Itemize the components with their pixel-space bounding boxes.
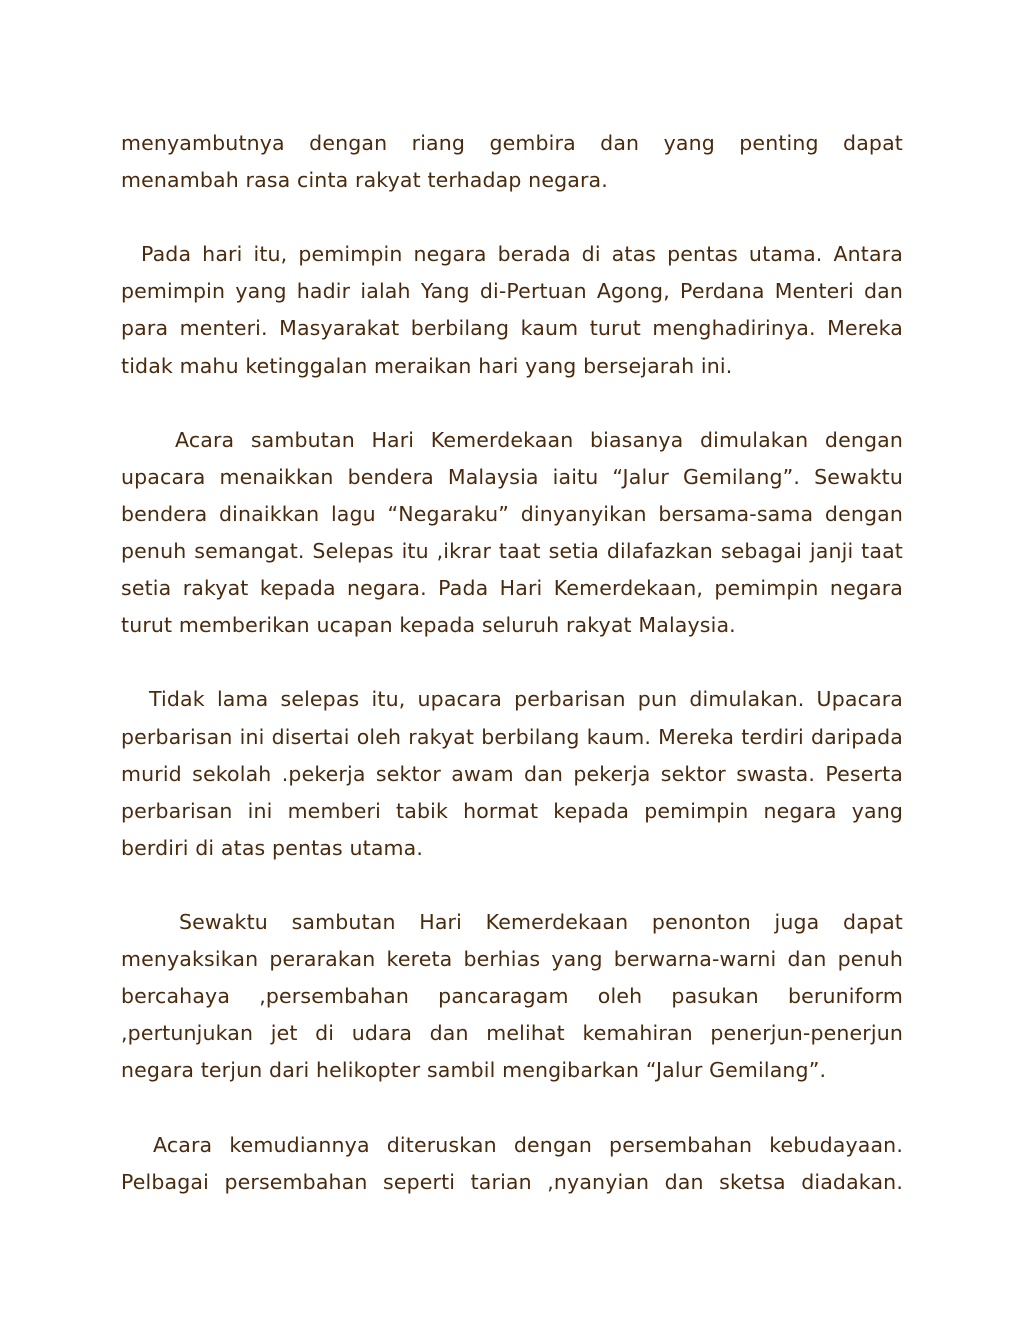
paragraph-1: menyambutnya dengan riang gembira dan yang penting dapat menambah rasa cinta rakyat terhadap negara. — [121, 131, 903, 193]
paragraph-6: Acara kemudiannya diteruskan dengan persembahan kebudayaan. Pelbagai persembahan seperti tarian ,nyanyian dan sketsa diadakan. — [121, 1132, 903, 1194]
paragraph-5: Sewaktu sambutan Hari Kemerdekaan penonton juga dapat menyaksikan perarakan kereta berhias yang berwarna-warni dan penuh bercahaya ,persembahan pancaragam oleh pasukan beruniform ,pertunjukan jet di udara dan melihat kemahiran penerjun-penerjun negara terjun dari helikopter sambil mengibarkan “Jalur Gemilang”. — [121, 909, 903, 1083]
paragraph-4: Tidak lama selepas itu, upacara perbarisan pun dimulakan. Upacara perbarisan ini disertai oleh rakyat berbilang kaum. Mereka terdiri daripada murid sekolah .pekerja sektor awam dan pekerja sektor swasta. Peserta perbarisan ini memberi tabik hormat kepada pemimpin negara yang berdiri di atas pentas utama. — [121, 687, 903, 860]
paragraph-2: Pada hari itu, pemimpin negara berada di atas pentas utama. Antara pemimpin yang hadir ialah Yang di-Pertuan Agong, Perdana Menteri dan para menteri. Masyarakat berbilang kaum turut menghadirinya. Mereka tidak mahu ketinggalan meraikan hari yang bersejarah ini. — [121, 242, 903, 378]
body-text — [121, 125, 903, 1238]
paragraph-3: Acara sambutan Hari Kemerdekaan biasanya dimulakan dengan upacara menaikkan bendera Malaysia iaitu “Jalur Gemilang”. Sewaktu bendera dinaikkan lagu “Negaraku” dinyanyikan bersama-sama dengan penuh semangat. Selepas itu ,ikrar taat setia dilafazkan sebagai janji taat setia rakyat kepada negara. Pada Hari Kemerdekaan, pemimpin negara turut memberikan ucapan kepada seluruh rakyat Malaysia. — [121, 427, 903, 638]
